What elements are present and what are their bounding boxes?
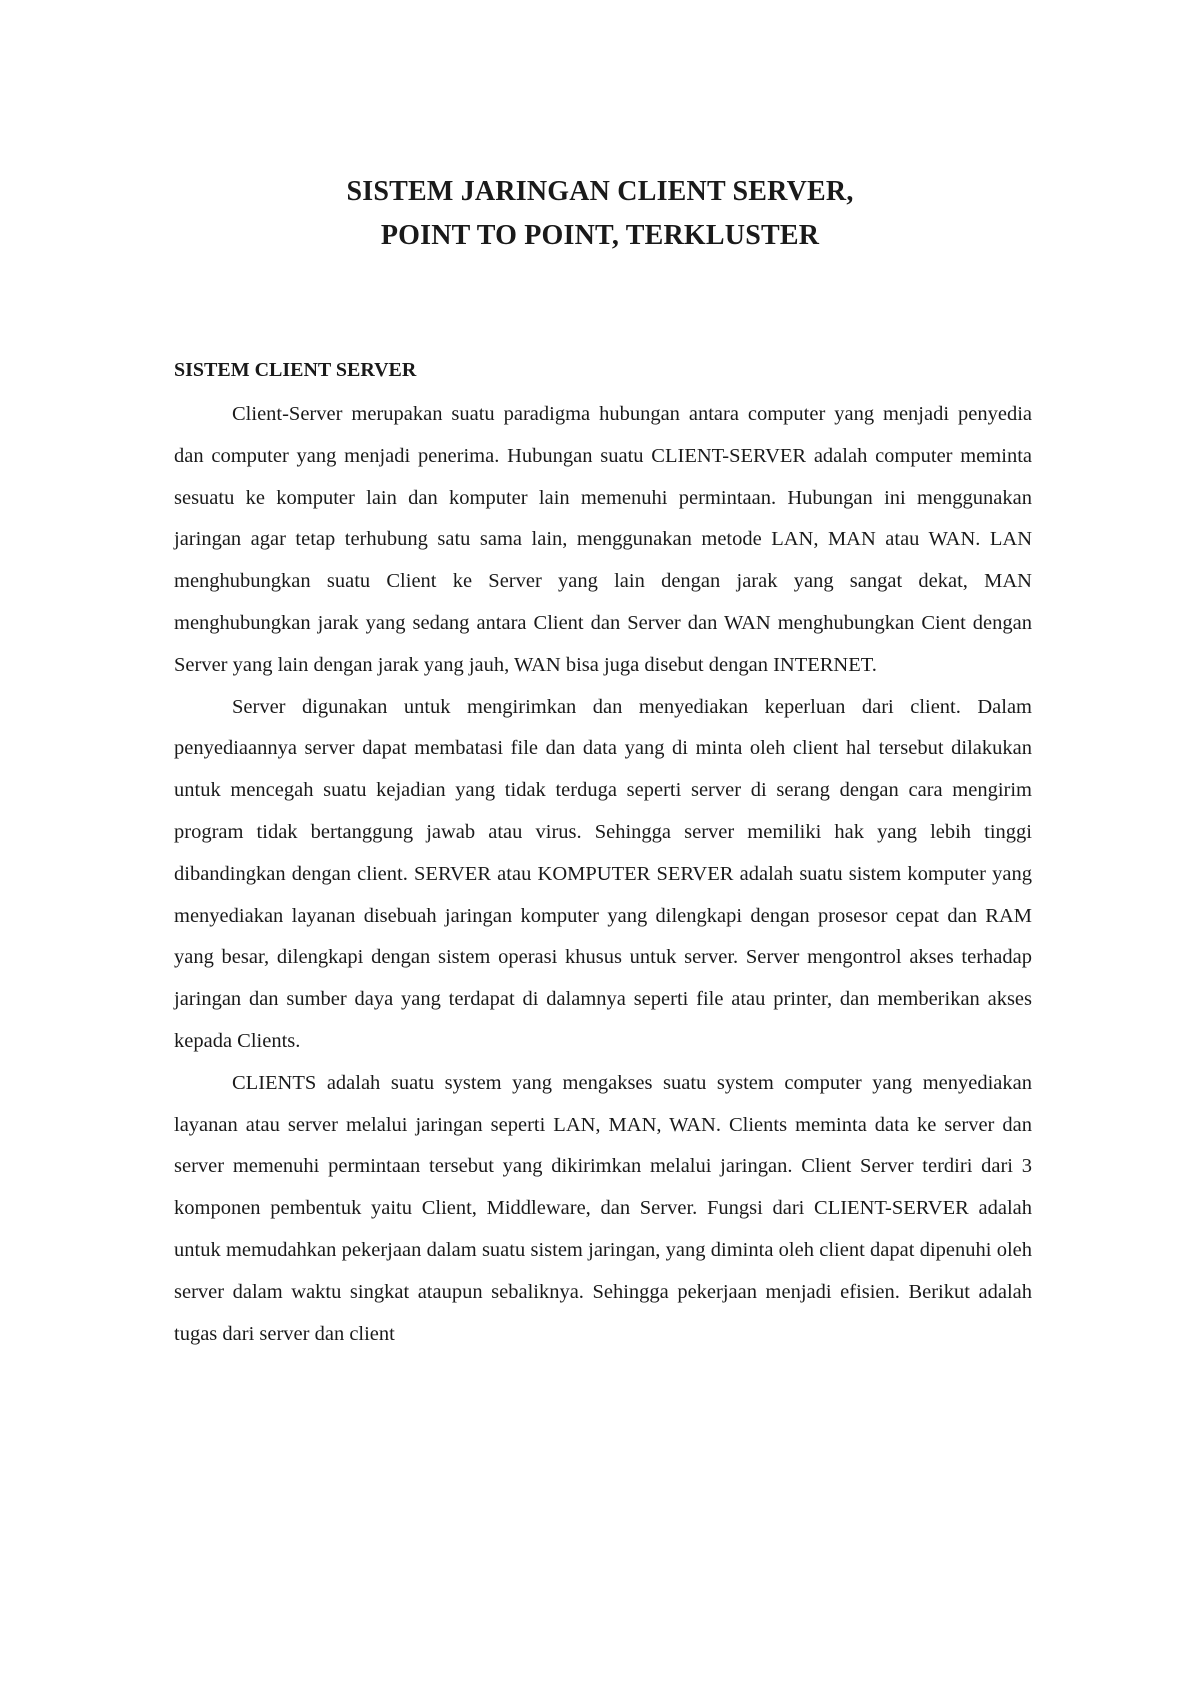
paragraph-3: CLIENTS adalah suatu system yang mengakses suatu system computer yang menyediakan layanan atau server melalui jaringan seperti LAN, MAN, WAN. Clients meminta data ke server dan server memenuhi permintaan tersebut yang dikirimkan melalui jaringan. Client Server terdiri dari 3 komponen pembentuk yaitu Client, Middleware, dan Server. Fungsi dari CLIENT-SERVER adalah untuk memudahkan pekerjaan dalam suatu sistem jaringan, yang diminta oleh client dapat dipenuhi oleh server dalam waktu singkat ataupun sebaliknya. Sehingga pekerjaan menjadi efisien. Berikut adalah tugas dari server dan client [174, 1071, 1032, 1345]
section-heading: SISTEM CLIENT SERVER [174, 359, 417, 381]
paragraph-2: Server digunakan untuk mengirimkan dan menyediakan keperluan dari client. Dalam penyediaannya server dapat membatasi file dan data yang di minta oleh client hal tersebut dilakukan untuk mencegah suatu kejadian yang tidak terduga seperti server di serang dengan cara mengirim program tidak bertanggung jawab atau virus. Sehingga server memiliki hak yang lebih tinggi dibandingkan dengan client. SERVER atau KOMPUTER SERVER adalah suatu sistem komputer yang menyediakan layanan disebuah jaringan komputer yang dilengkapi dengan prosesor cepat dan RAM yang besar, dilengkapi dengan sistem operasi khusus untuk server. Server mengontrol akses terhadap jaringan dan sumber daya yang terdapat di dalamnya seperti file atau printer, dan memberikan akses kepada Clients. [174, 695, 1032, 1052]
document-title [0, 170, 1200, 258]
title-line-1: SISTEM JARINGAN CLIENT SERVER, [346, 176, 854, 207]
body-text [174, 394, 1032, 1355]
title-line-2: POINT TO POINT, TERKLUSTER [380, 220, 820, 251]
paragraph-1: Client-Server merupakan suatu paradigma hubungan antara computer yang menjadi penyedia dan computer yang menjadi penerima. Hubungan suatu CLIENT-SERVER adalah computer meminta sesuatu ke komputer lain dan komputer lain memenuhi permintaan. Hubungan ini menggunakan jaringan agar tetap terhubung satu sama lain, menggunakan metode LAN, MAN atau WAN. LAN menghubungkan suatu Client ke Server yang lain dengan jarak yang sangat dekat, MAN menghubungkan jarak yang sedang antara Client dan Server dan WAN menghubungkan Cient dengan Server yang lain dengan jarak yang jauh, WAN bisa juga disebut dengan INTERNET. [174, 403, 1032, 676]
